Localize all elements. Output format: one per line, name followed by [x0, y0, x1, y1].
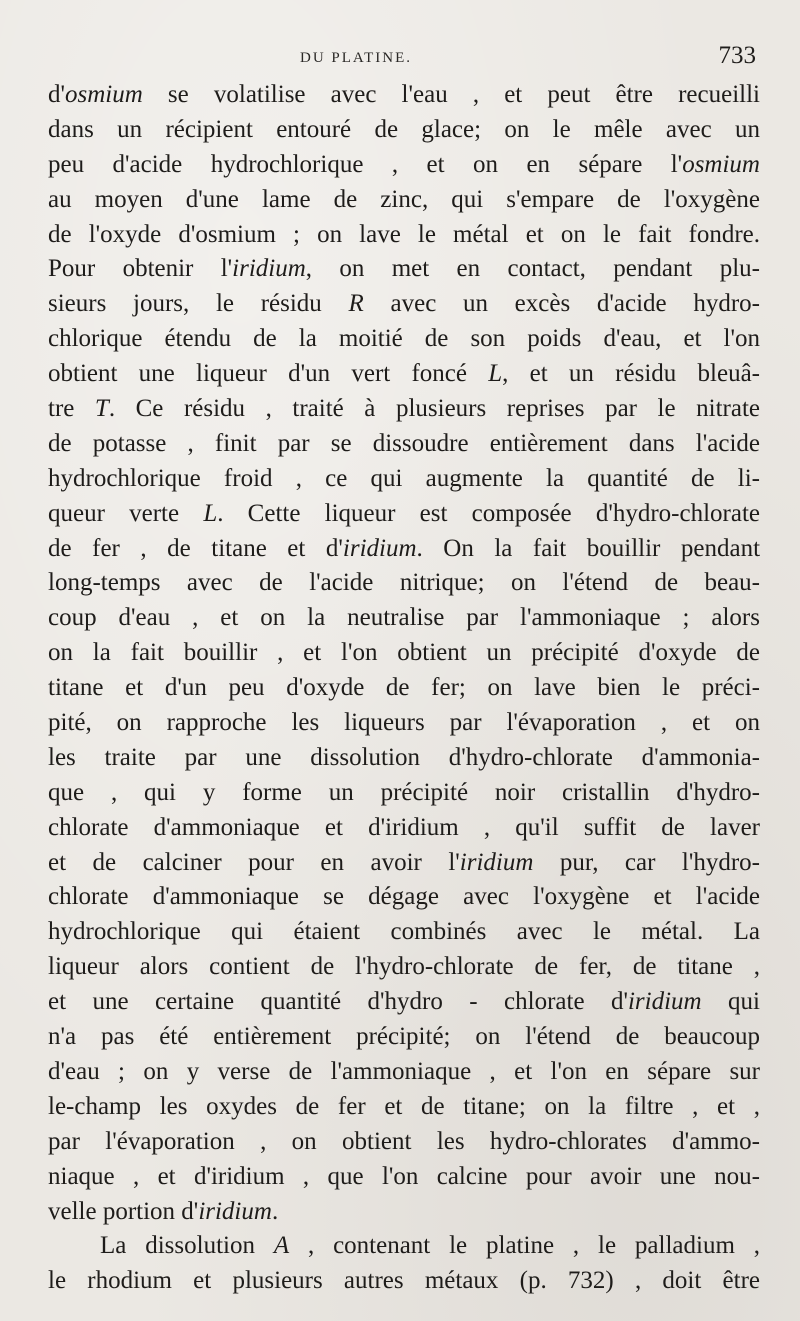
text-line [48, 1125, 760, 1160]
text-line [48, 322, 760, 357]
text-segment: titane et d'un peu d'oxyde de fer; on lave bien le préci- [48, 674, 760, 702]
text-line [48, 671, 760, 706]
text-line [48, 497, 760, 532]
text-line [48, 846, 760, 881]
running-head: DU PLATINE. [300, 50, 412, 66]
text-segment: au moyen d'une lame de zinc, qui s'empare de l'oxygène [48, 185, 760, 213]
text-segment: Pour obtenir l' [48, 255, 233, 283]
text-line [48, 566, 760, 601]
italic-word: iridium [232, 255, 306, 283]
text-segment: de fer , de titane et d' [48, 534, 343, 562]
italic-word: iridium [459, 848, 534, 876]
text-segment: et de calciner pour en avoir l' [48, 848, 460, 876]
text-segment: obtient une liqueur d'un vert foncé [48, 360, 489, 388]
page-header [60, 42, 760, 76]
italic-word: A [273, 1232, 290, 1260]
italic-word: osmium [65, 81, 143, 108]
italic-word: R [348, 290, 364, 318]
text-segment: le rhodium et plusieurs autres métaux (p. 732) , doit être [48, 1267, 760, 1295]
text-line [48, 252, 760, 287]
text-segment: . Ce résidu , traité à plusieurs reprises par le nitrate [108, 395, 760, 423]
text-line [48, 1090, 760, 1125]
text-line [48, 148, 760, 183]
text-segment: avec un excès d'acide hydro- [363, 290, 760, 318]
text-line [48, 880, 760, 915]
text-segment: niaque , et d'iridium , que l'on calcine pour avoir une nou- [48, 1162, 760, 1190]
text-segment: queur verte [48, 499, 204, 527]
text-line [48, 950, 760, 985]
text-line [48, 915, 760, 950]
text-segment: pité, on rapproche les liqueurs par l'évaporation , et on [48, 709, 760, 737]
text-segment: coup d'eau , et on la neutralise par l'ammoniaque ; alors [48, 604, 760, 632]
text-segment: on la fait bouillir , et l'on obtient un précipité d'oxyde de [48, 639, 760, 667]
text-segment: que , qui y forme un précipité noir cristallin d'hydro- [48, 778, 760, 806]
text-line [48, 78, 760, 113]
text-segment: long-temps avec de l'acide nitrique; on l'étend de beau- [48, 569, 760, 597]
text-segment: qui [701, 988, 760, 1016]
text-segment: . [271, 1197, 279, 1225]
text-segment: chlorate d'ammoniaque et d'iridium , qu'il suffit de laver [48, 813, 760, 841]
text-segment: d' [48, 81, 66, 108]
text-line [48, 1264, 760, 1299]
italic-word: iridium [198, 1197, 272, 1225]
text-segment: hydrochlorique qui étaient combinés avec le métal. La [48, 918, 760, 946]
text-segment: les traite par une dissolution d'hydro-chlorate d'ammonia- [48, 743, 760, 771]
text-line [48, 113, 760, 148]
text-segment: pur, car l'hydro- [533, 848, 760, 876]
text-line [48, 706, 760, 741]
text-segment: de potasse , finit par se dissoudre entièrement dans l'acide [48, 429, 760, 457]
text-line [48, 1229, 760, 1264]
text-segment: par l'évaporation , on obtient les hydro-chlorates d'ammo- [48, 1127, 760, 1155]
text-line [48, 636, 760, 671]
text-segment: La dissolution [100, 1232, 274, 1260]
text-line [48, 392, 760, 427]
text-segment: et une certaine quantité d'hydro - chlorate d' [48, 988, 628, 1016]
text-segment: peu d'acide hydrochlorique , et on en sépare l' [48, 150, 683, 178]
text-line [48, 218, 760, 253]
page-number: 733 [718, 42, 756, 69]
text-segment: velle portion d' [48, 1197, 199, 1225]
text-line [48, 427, 760, 462]
body-text [48, 78, 760, 1299]
text-line [48, 1160, 760, 1195]
text-line [48, 985, 760, 1020]
text-segment: liqueur alors contient de l'hydro-chlorate de fer, de titane , [48, 953, 760, 981]
text-line [48, 357, 760, 392]
italic-word: iridium [342, 534, 417, 562]
text-segment: , on met en contact, pendant plu- [305, 255, 760, 283]
text-line [48, 811, 760, 846]
text-segment: sieurs jours, le résidu [48, 290, 349, 318]
italic-word: L [488, 360, 503, 388]
text-line [48, 776, 760, 811]
text-segment: tre [48, 395, 95, 423]
text-segment: d'eau ; on y verse de l'ammoniaque , et l'on en sépare sur [48, 1057, 760, 1085]
text-line [48, 462, 760, 497]
italic-word: L [203, 499, 218, 527]
text-segment: hydrochlorique froid , ce qui augmente la quantité de li- [48, 464, 760, 492]
text-line [48, 1020, 760, 1055]
text-line [48, 1195, 760, 1230]
text-segment: , contenant le platine , le palladium , [289, 1232, 760, 1260]
text-segment: chlorate d'ammoniaque se dégage avec l'oxygène et l'acide [48, 883, 760, 911]
text-segment: . Cette liqueur est composée d'hydro-chlorate [217, 499, 760, 527]
text-segment: de l'oxyde d'osmium ; on lave le métal et on le fait fondre. [48, 220, 760, 248]
text-segment: se volatilise avec l'eau , et peut être recueilli [142, 81, 760, 108]
text-line [48, 741, 760, 776]
italic-word: iridium [627, 988, 702, 1016]
text-segment: , et un résidu bleuâ- [502, 360, 760, 388]
text-segment: le-champ les oxydes de fer et de titane; on la filtre , et , [48, 1092, 760, 1120]
text-segment: n'a pas été entièrement précipité; on l'étend de beaucoup [48, 1023, 760, 1051]
text-line [48, 1055, 760, 1090]
text-line [48, 287, 760, 322]
text-segment: dans un récipient entouré de glace; on le mêle avec un [48, 115, 760, 143]
italic-word: T [94, 395, 109, 423]
text-line [48, 601, 760, 636]
text-line [48, 183, 760, 218]
text-segment: chlorique étendu de la moitié de son poids d'eau, et l'on [48, 325, 760, 353]
text-line [48, 532, 760, 567]
italic-word: osmium [682, 150, 760, 178]
text-segment: . On la fait bouillir pendant [416, 534, 760, 562]
